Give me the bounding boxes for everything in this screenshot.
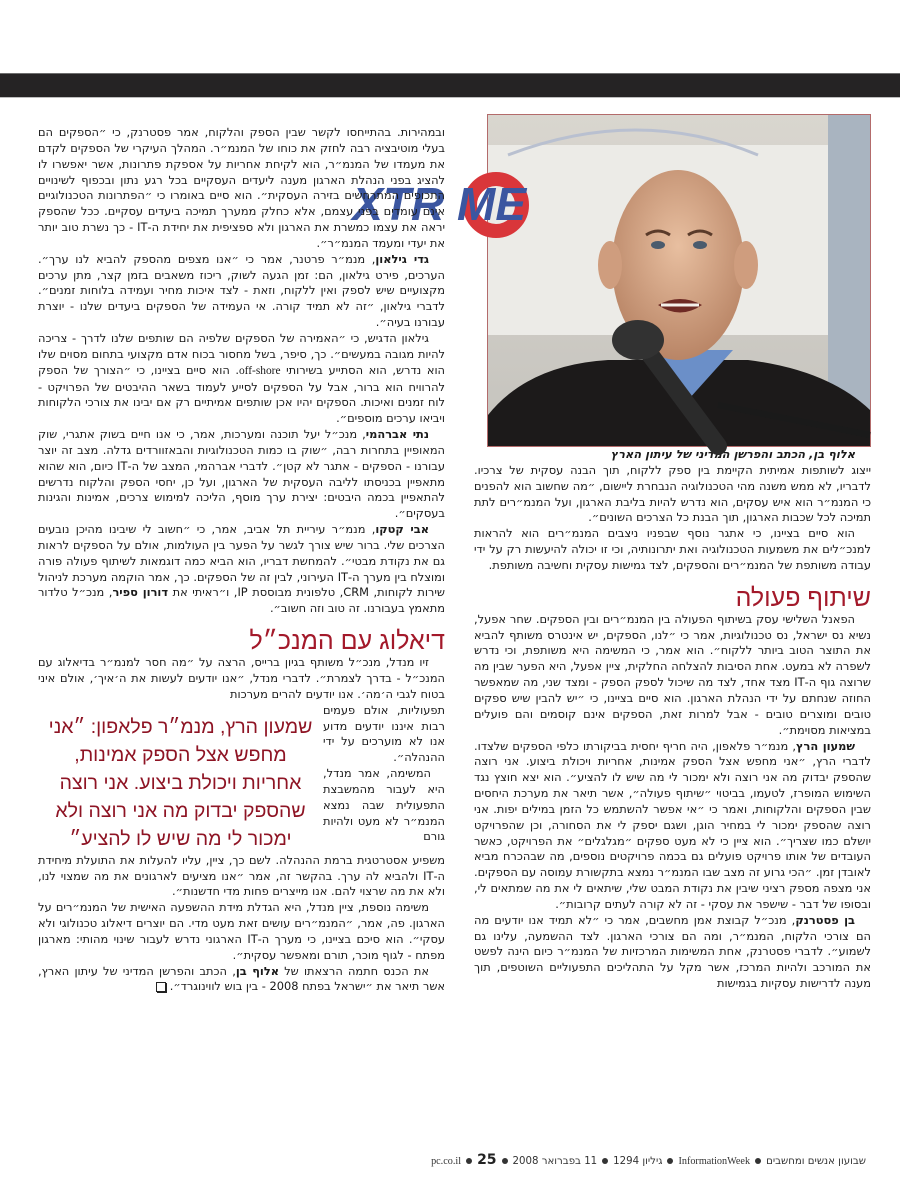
speaker-name: אלוף בן [235,963,280,978]
paragraph [38,331,445,427]
bullet-icon [755,1158,761,1164]
bullet-icon [502,1158,508,1164]
issue-date: 11 בפברואר 2008 [512,1156,598,1167]
paragraph [474,913,871,992]
paragraph-text: גילאון הדגיש, כי ״האמירה של הספקים שלפיה הם שותפים שלנו לדרך - צריכה להיות מגובה במעשים״. כך, סיפר, בשל מחסור בכוח אדם מקצועי בתחום מסוים שלו הוא נדרש, הוא הסתייע בשירותי [38,330,445,377]
photo-caption: אלוף בן, הכתב והפרשן המדיני של עיתון הארץ [610,447,855,461]
paragraph: הפאנל השלישי עסק בשיתוף הפעולה בין המנמ״רים ובין הספקים. שחר אפעל, נשיא נס ישראל, נס טכנולוגיות, אמר כי ״לנו, הספקים, יש אינטרס משותף להביא את התוצר הטוב ביותר ללקוח״. הוא אמר, כי המשימה היא משותפת, וכי נדרש לשפרה לא במעט. אחת הסיבות להצלחה החלקית, ציין אפעל, היא הפער שבין מה שרוצה גוף ה-IT מצד אחד, לצד מה שיכול לספק הספק - ומצד שני, מה שמאפשר החוזה שנחתם על ידי הנהלת הארגון. הוא סיים בציינו, כי ״יש להבין שיש ספקים טובים ומוצרים טובים - אבל למרות זאת, הספקים אינם קוסמים והם פועלים במציאות מסוימת״. [474,611,871,737]
paragraph-text: , מנכ״ל קבוצת אמן מחשבים, אמר כי ״לא תמיד אנו יודעים מה הם צורכי הלקוח, המנמ״ר, ומה הם צורכי הארגון. לצד ההשמעה, עלינו גם לשמוע״. לדברי פסטרנק, אחת המשימות המרכזיות של המנמ״ר כיום הינה לפשט את המורכב ולהיות המרכז, אשר מקל על התהליכים התפעוליים השוטפים, תוך מענה לדרישות עסקיות בגמישות [474,912,871,991]
paragraph: הוא סיים בציינו, כי אתגר נוסף שבפניו ניצבים המנמ״רים הוא להראות למנכ״לים את משמעות הטכנולוגיה ואת יתרונותיה, וכי זו יכולה להיעשות רק על ידי עבודה משותפת של המנמ״רים והספקים, לצד גמישות עסקית וחשיבה משותפת. [474,526,871,572]
bullet-icon [602,1158,608,1164]
paragraph-text: . הוא סיים בציינו, כי ״הצורך של הספק להרוויח הוא ברור, אבל על הספקים לסייע לעמוד בשאר ההיבטים של הפרויקט - לוח זמנים ואיכות. הספקים יהיו אכן שותפים אמיתיים רק אם יבינו את צורכי הלקוחות ויביאו ערכים מוספים״. [38,362,445,426]
magazine-name: InformationWeek [678,1156,751,1167]
paragraph-text: , מנמ״ר עיריית תל אביב, אמר, כי ״חשוב לי שיבינו מהיכן נובעים הצרכים שלי. ברור שיש צורך לגשר על הפער בין העולמות, אולם על הספקים לראות גם את נקודת מבטי״. להמחשת דבריו, הוא הביא כמה דוגמאות לשיתוף פעולה פורה ומוצלח בין מערך ה-IT העירוני, לבין זה של הספקים. כך, אמר הוקמה מערכת לניהול שירות לקוחות, CRM, טלפונית מבוססת IP, ו״ראיתי את [38,522,445,600]
top-header-bar [0,73,900,98]
paragraph: משימה נוספת, ציין מנדל, היא הגדלת מידת ההשפעה האישית של המנמ״רים על הארגון. פה, אמר, ״המנמ״רים עושים זאת מעט מדי. הם יוצרים דיאלוג טכנולוגי ולא עסקי״. הוא סיכם בציינו, כי מערך ה-IT הארגוני נדרש לעבור שינוי מהותי: מארגון מפתח - לגוף מוכר, תורם ומאפשר עסקית״. [38,900,446,962]
paragraph-text: , מנכ״ל טלדור מתאמץ בעבורנו. זה טוב וזה חשוב״. [38,585,445,616]
paragraph: משפיע אסטרטגית ברמת ההנהלה. לשם כך, ציין, עליו להעלות את התועלת מיחידת ה-IT ולהביא לה ערך. בהקשר זה, אמר ״אנו מציעים לארגונים את מה שמצוי לנו, ולא את מה שרצוי להם. אנו מייצרים פחות מדי חדשנות״. [38,852,445,899]
pull-quote-block [38,703,445,853]
paragraph-text: , מנמ״ר פלאפון, היה חריף יחסית בביקורתו כלפי הספקים שלצדו. לדברי הרץ, ״אני מחפש אצל הספק אמינות, אחריות ויכולת ביצוע. אני רוצה שהספק יבדוק מה אני רוצה ולא ימכור לי מה שיש לו להציע״. הוא יצא חוצץ נגד השימוש המופרז, לטעמו, בביטוי ״שיתוף פעולה״, אשר תיאר את מערכת היחסים שבין הספקים והלקוחות, ואמר כי ״אי אפשר להשתמש כל הזמן במילים יפות. אני רוצה שהספק ימכור לי במחיר הוגן, ושגם יספק לי את הסחורה, וכן שהפרויקט יושלם כמו שצריך״. הוא ציין כי לא מעט ספקים ״מגלגלים״ את הפרויקט, כאשר העובדים של אותו פרויקט פועלים גם בכמה פרויקטים נוספים, מה שבהכרח מביא לאובדן זמן. ״הכי גרוע זה מצב שבו המנמ״ר נמצא בתקשורת עמוסה עם הספקים. אני מצפה מספק רציני שיבין את נקודת המבט שלי, שיתאים לי את מה שמתאים לי, ובסופו של דבר - שישפר את עסקי - זה לא קורה לעתים קרובות״. [474,738,871,911]
section-heading-cooperation: שיתוף פעולה [735,583,871,612]
english-term: off-shore [238,364,281,377]
page-footer [36,1152,866,1168]
section-heading-ceo-dialogue: דיאלוג עם המנכ״ל [249,627,445,656]
speaker-name: שמעון הרץ [796,738,856,753]
bullet-icon [466,1158,472,1164]
speaker-name: גדי גילאון [375,251,429,266]
paragraph: ייצוג לשותפות אמיתית הקיימת בין ספק ללקוח, תוך הבנה עסקית של צרכיו. לדבריו, לא ממש משנה מהי הטכנולוגיה הנבחרת ליישום, ״מה שחשוב הוא להפנים כי המנמ״ר הוא איש עסקים, הוא נדרש להיות בליבת הארגון, ועל המנמ״רים לתת תמיכה לכל שכבות הארגון, תוך הבנת כל הצרכים השונים״. [474,462,871,525]
paragraph: ובמהירות. בהתייחסו לקשר שבין הספק והלקוח, אמר פסטרנק, כי ״הספקים הם בעלי מוטיבציה רבה לחזק את כוחו של המנמ״ר. המהלך העיקרי של הספקים לקדם את מעמדו של המנמ״ר, הוא לקיחת אחריות על אספקת פתרונות, אשר יאפשרו לו להציג בפני הנהלת הארגון מענה ליעדים העסקיים בכל רגע נתון ובכפוף לשינויים התכופים המתרחשים בזירה העסקית״. הוא סיים באומרו כי ״הפתרונות הטכנולוגיים אינם עומדים בפני עצמם, אלא כחלק ממערך תמיכה ביעדים עסקיים. ככל שהספק יראה את עצמו כמשרת את הארגון ולא ספציפית את יחידת ה-IT - כך נשרת טוב יותר את יעדי ומעמד המנמ״ר״. [38,125,445,250]
website-link[interactable]: pc.co.il [431,1156,462,1167]
paragraph [38,427,445,522]
pull-quote: שמעון הרץ, מנמ״ר פלאפון: ״אני מחפש אצל הספק אמינות, אחריות ויכולת ביצוע. אני רוצה שהספק יבדוק מה אני רוצה ולא ימכור לי מה שיש לו להציע״ [48,715,313,850]
paragraph-text: , מנמ״ר פרטנר, אמר כי ״אנו מצפים מהספק להביא לנו ערך״. הערכים, פירט גילאון, הם: זמן הגעה לשוק, ריכוז משאבים בזמן קצר, מתן ערכים מקצועיים שיש לספק ואין ללקוח, וזאת - לצד איכות מחיר ועמידה בלוחות זמנים״. לדברי גילאון, ״זה לא תמיד קורה. אי העמידה של הספקים ביעדים שלנו - יוצרת עבורנו בעיה״. [38,251,445,330]
paragraph [38,522,445,617]
speaker-name: אבי קטקו [375,522,429,537]
banner-logo-text: XTR ME [352,178,526,230]
end-of-article-icon [156,982,166,992]
bullet-icon [667,1158,673,1164]
paragraph: תפעוליות, אולם פעמים רבות איננו יודעים מדוע אנו לא מוערכים על ידי ההנהלה״. [323,702,445,765]
paragraph: זיו מנדל, מנכ״ל משותף בגיון ברייס, הרצה על ״מה חסר למנמ״ר בדיאלוג עם המנכ״ל - בדרך לצמרת״. לדברי מנדל, ״אנו יודעים לעשות את ה׳איך׳, אולם איני בטוח לגבי ה׳מה׳. אנו יודעים להרים מערכות [38,655,445,701]
paragraph [474,739,871,913]
paragraph [38,252,445,331]
issue-number: גיליון 1294 [613,1156,663,1167]
paragraph-text: את הכנס חתמה הרצאתו של [279,963,429,978]
paragraph: המשימה, אמר מנדל, היא לעבור מהמשבצת התפעולית שבה נמצא המנמ״ר לא מעט ולהיות גורם [323,766,445,844]
page-number: 25 [477,1152,497,1168]
paragraph [38,964,445,996]
publication-name: שבועון אנשים ומחשבים [766,1156,866,1167]
paragraph-text: , מנכ״ל יעל תוכנה ומערכות, אמר, כי אנו חיים בשוק אתגרי, שוק המאופיין בתחרות רבה, ״שוק בו כמות הטכנולוגיות והבאזוורדים גדלה. מצב זה יוצר עבורנו - הספקים - אתגר לא קטן״. לדברי אברהמי, המצב של ה-IT כיום, הוא שהוא מתאפיין בכניסתו לליבה העסקית של הארגון, ועל כן, יחסי הספק והלקוח נדרשים להתאפיין בכמה היבטים: יצירת ערך מוסף, הליכה למימוש צרכים, אמינות והגינות בעסקים״. [38,427,446,521]
speaker-name: נתי אברהמי [365,427,429,442]
speaker-name: בן פסטרנק [795,912,855,927]
speaker-name: דורון ספיר [112,585,169,600]
narrow-text-column [323,703,445,853]
left-column [38,125,445,995]
paragraph-text: , הכתב והפרשן המדיני של עיתון הארץ, אשר תיאר את ״ישראל בפתח 2008 - בין בוש לווינוגרד״. [38,963,445,994]
